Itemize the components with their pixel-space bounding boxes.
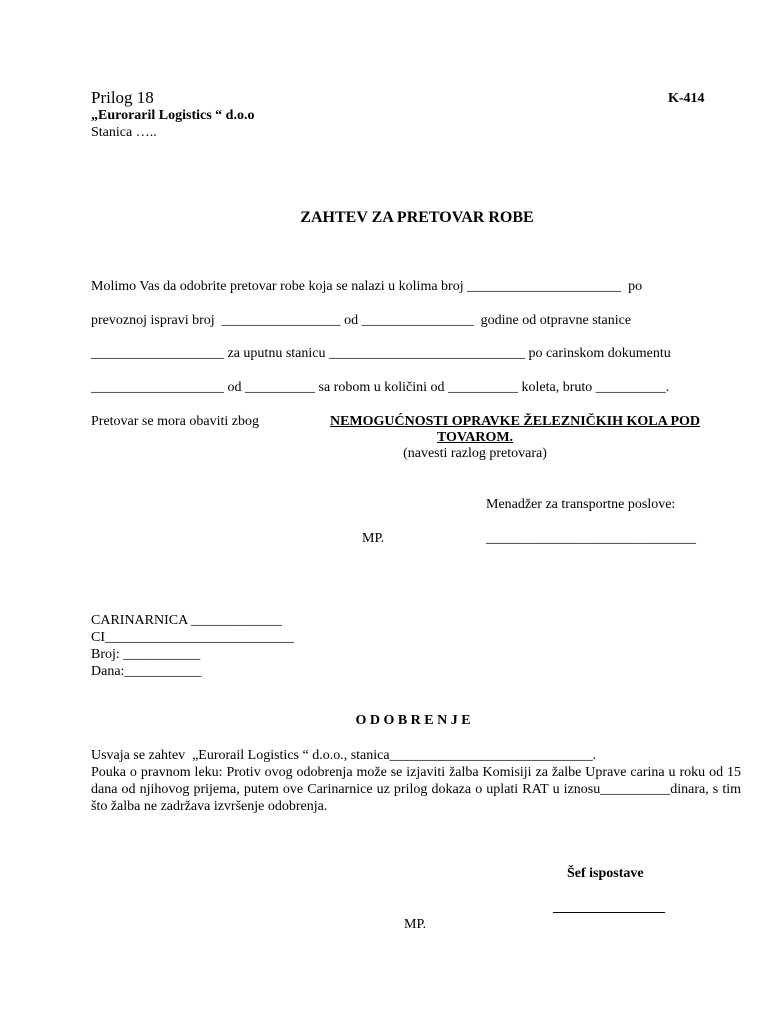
reason-text-line-1: NEMOGUĆNOSTI OPRAVKE ŽELEZNIČKIH KOLA POD bbox=[329, 414, 701, 429]
customs-office: CARINARNICA _____________ bbox=[91, 613, 282, 628]
request-line-2: prevoznoj ispravi broj _________________ od ________________ godine od otpravne stanice bbox=[91, 313, 632, 328]
station-label: Stanica ….. bbox=[91, 125, 157, 140]
customs-ci: CI___________________________ bbox=[91, 630, 294, 645]
request-line-3: ___________________ za uputnu stanicu ____________________________ po carinskom dokumentu bbox=[91, 346, 671, 361]
legal-remedy-paragraph: Pouka o pravnom leku: Protiv ovog odobrenja može se izjaviti žalba Komisiji za žalbe Uprave carina u roku od 15 dana od njihovog prijema, putem ove Carinarnice uz prilog dokaza o uplati RAT u iznosu__________dinara, s tim što žalba ne zadržava izvršenje odobrenja. bbox=[91, 765, 741, 814]
chief-signature-line: ________________ bbox=[553, 900, 665, 915]
approval-stamp-label: MP. bbox=[404, 917, 427, 932]
customs-date: Dana:___________ bbox=[91, 664, 202, 679]
manager-signature-line: ______________________________ bbox=[486, 531, 696, 546]
request-line-4: ___________________ od __________ sa robom u količini od __________ koleta, bruto __________. bbox=[91, 380, 670, 395]
document-title: ZAHTEV ZA PRETOVAR ROBE bbox=[300, 209, 534, 226]
chief-title: Šef ispostave bbox=[567, 866, 644, 881]
reason-label: Pretovar se mora obaviti zbog bbox=[91, 414, 259, 429]
approval-title: O D O B R E N J E bbox=[355, 713, 471, 728]
reason-hint: (navesti razlog pretovara) bbox=[403, 446, 547, 461]
reason-text-line-2: TOVAROM. bbox=[436, 430, 514, 445]
form-code: K-414 bbox=[668, 91, 705, 106]
manager-title: Menadžer za transportne poslove: bbox=[486, 497, 676, 512]
request-line-1: Molimo Vas da odobrite pretovar robe koja se nalazi u kolima broj ______________________ po bbox=[91, 279, 643, 294]
company-name: „Euroraril Logistics “ d.o.o bbox=[91, 108, 255, 123]
customs-number: Broj: ___________ bbox=[91, 647, 201, 662]
annex-label: Prilog 18 bbox=[91, 88, 154, 107]
stamp-label: MP. bbox=[362, 531, 385, 546]
approval-line-1: Usvaja se zahtev „Eurorail Logistics “ d.o.o., stanica_____________________________. bbox=[91, 748, 597, 763]
